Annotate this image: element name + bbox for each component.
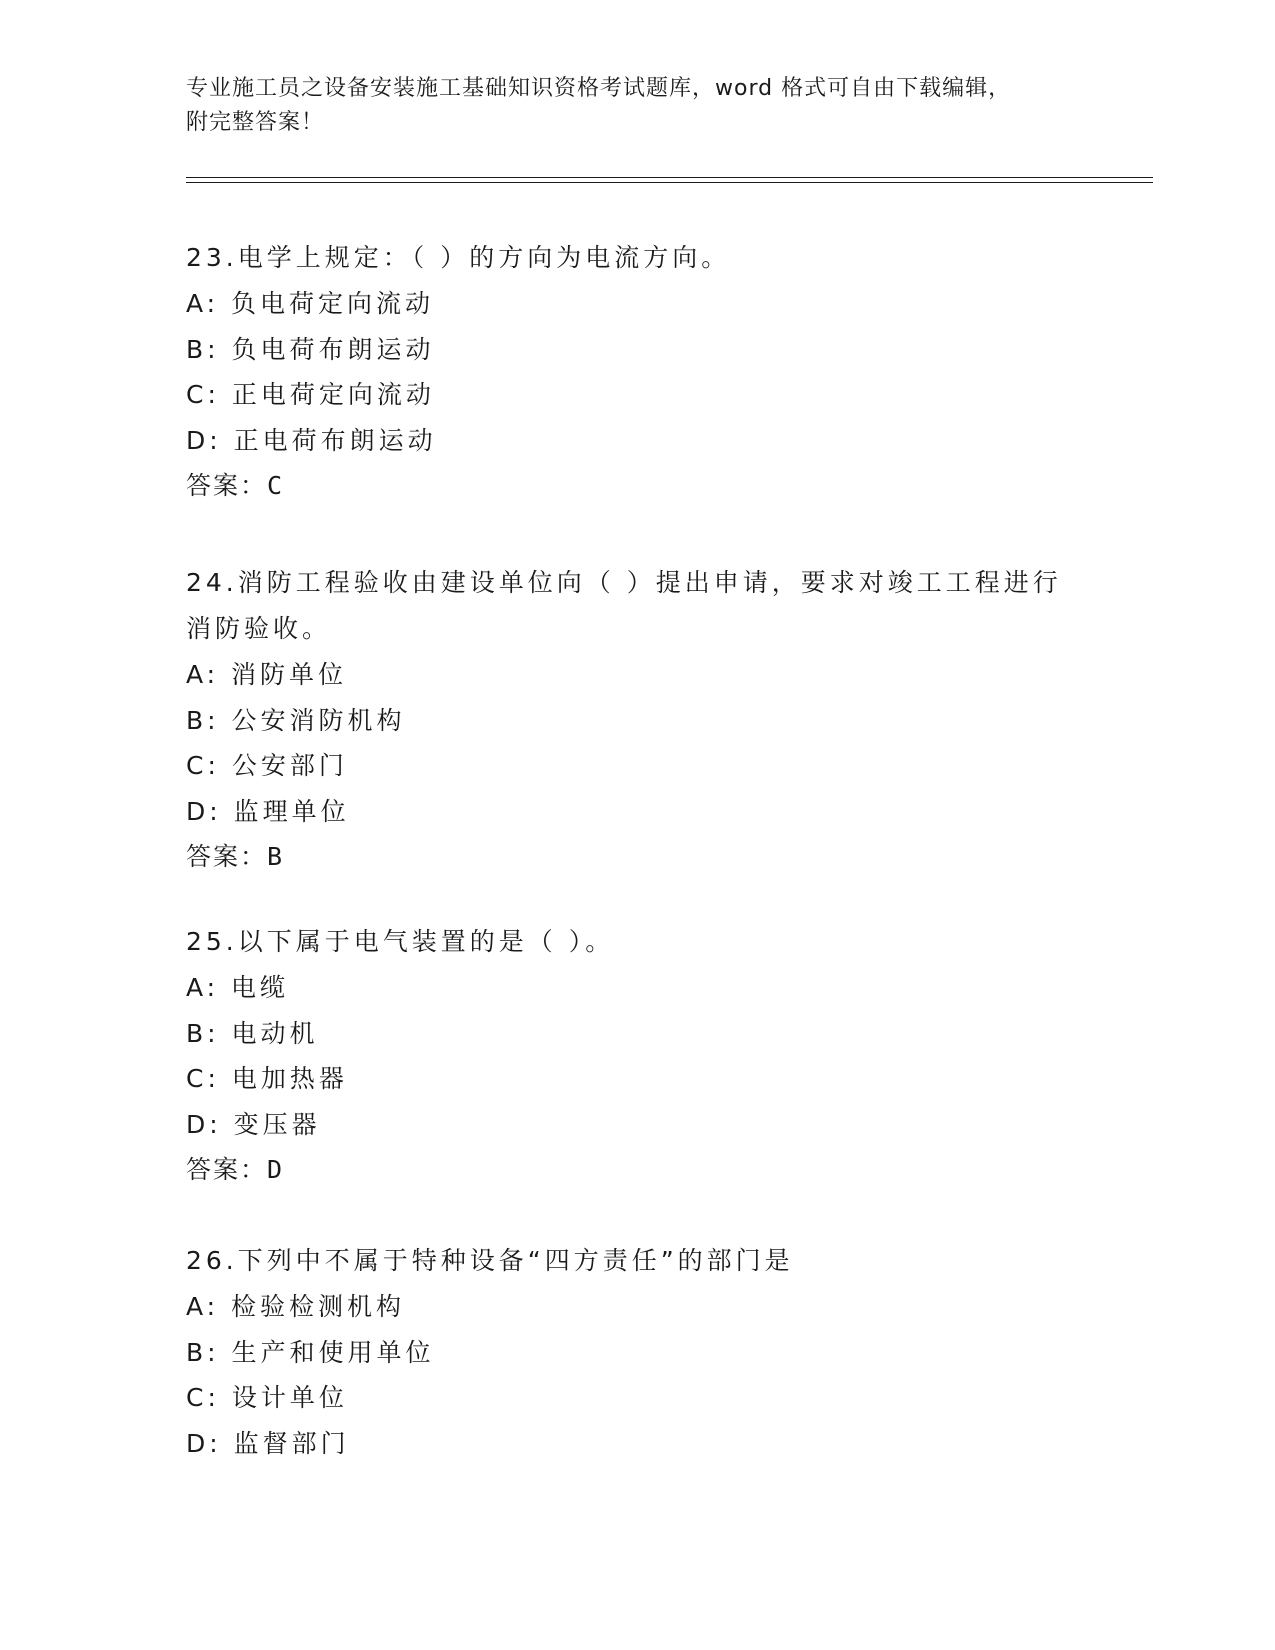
question-stem: 25.以下属于电气装置的是（ ）。 — [186, 927, 615, 956]
option-d: D: 监督部门 — [186, 1428, 350, 1458]
question-stem: 23.电学上规定：（ ）的方向为电流方向。 — [186, 243, 731, 272]
option-b: B: 负电荷布朗运动 — [186, 334, 435, 364]
answer-line — [186, 834, 1086, 880]
option-d: D: 正电荷布朗运动 — [186, 425, 437, 455]
option-c: C: 电加热器 — [186, 1064, 348, 1093]
question-23 — [186, 235, 1086, 509]
option-d: D: 变压器 — [186, 1109, 321, 1139]
answer-label: 答案： — [186, 842, 268, 871]
option-d: D: 监理单位 — [186, 796, 350, 826]
answer-label: 答案： — [186, 471, 268, 500]
option-a: A: 消防单位 — [186, 660, 348, 689]
answer-line — [186, 463, 1086, 509]
option-b: B: 生产和使用单位 — [186, 1337, 435, 1367]
answer-line — [186, 1147, 1086, 1193]
option-c: C: 公安部门 — [186, 751, 348, 780]
option-a: A: 电缆 — [186, 973, 290, 1002]
option-a: A: 检验检测机构 — [186, 1292, 406, 1321]
question-25 — [186, 919, 1086, 1193]
answer-label: 答案： — [186, 1155, 268, 1184]
option-b: B: 公安消防机构 — [186, 705, 406, 735]
option-a: A: 负电荷定向流动 — [186, 289, 435, 318]
question-stem-continued: 消防验收。 — [186, 614, 332, 643]
answer-value: B — [267, 842, 285, 871]
option-c: C: 设计单位 — [186, 1383, 348, 1412]
document-header — [186, 72, 1086, 140]
header-line-1: 专业施工员之设备安装施工基础知识资格考试题库，word 格式可自由下载编辑， — [186, 76, 1012, 101]
answer-value: C — [267, 471, 285, 500]
question-26 — [186, 1238, 1086, 1466]
option-c: C: 正电荷定向流动 — [186, 380, 435, 409]
question-stem: 26.下列中不属于特种设备“四方责任”的部门是 — [186, 1246, 794, 1275]
answer-value: D — [267, 1155, 285, 1184]
header-line-2: 附完整答案！ — [186, 110, 325, 135]
option-b: B: 电动机 — [186, 1018, 319, 1048]
header-divider-top — [186, 177, 1153, 178]
question-stem: 24.消防工程验收由建设单位向（ ）提出申请，要求对竣工工程进行 — [186, 568, 1062, 597]
header-divider-bottom — [186, 182, 1153, 183]
question-24 — [186, 560, 1086, 880]
